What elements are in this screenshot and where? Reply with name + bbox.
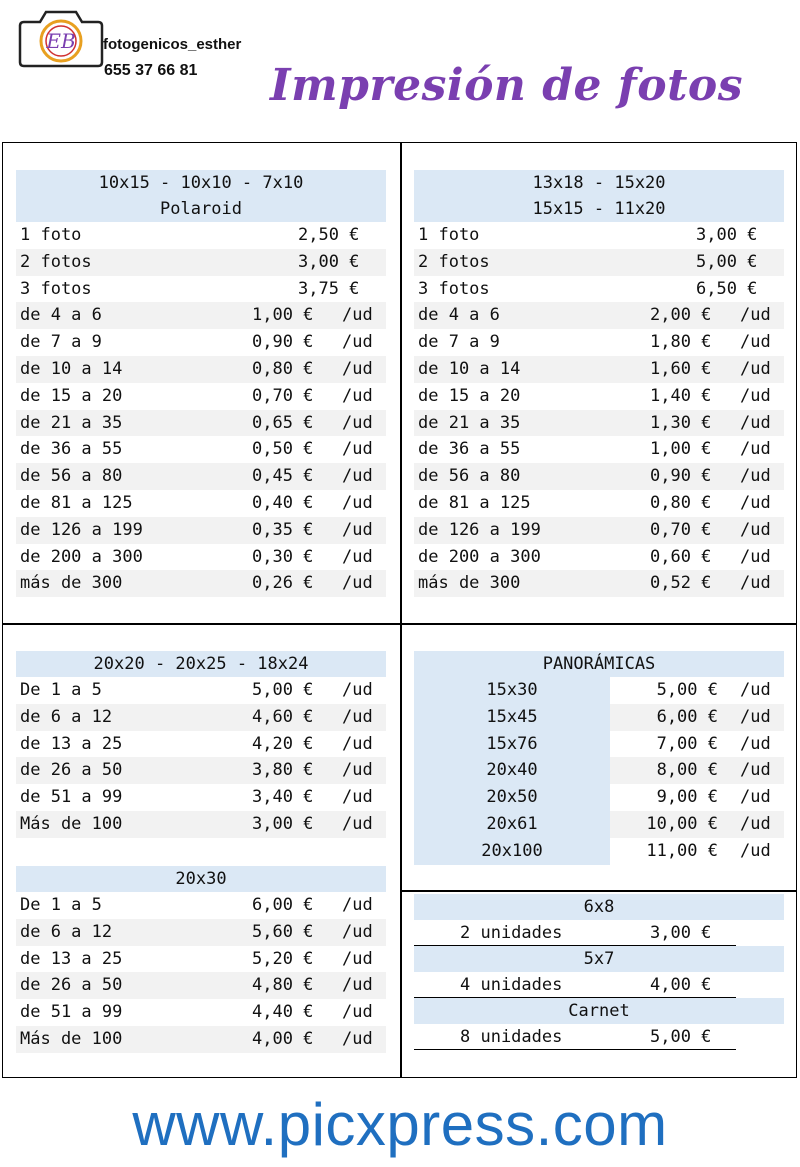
table-header: PANORÁMICAS	[414, 651, 784, 677]
row-label: de 4 a 6	[20, 305, 102, 326]
table-row	[414, 677, 784, 704]
table-row	[414, 920, 784, 946]
row-label: 3 fotos	[418, 278, 490, 299]
row-unit: /ud	[740, 760, 771, 781]
table-row	[16, 946, 386, 973]
row-price: 4,00 €	[650, 975, 712, 995]
row-unit: /ud	[740, 439, 771, 460]
row-price: 0,70 €	[650, 519, 712, 540]
table-row	[414, 757, 784, 784]
table-row	[16, 704, 386, 731]
table-row	[16, 757, 386, 784]
row-price: 1,80 €	[650, 332, 712, 353]
row-unit: /ud	[342, 305, 373, 326]
header-line: 10x15 - 10x10 - 7x10	[98, 173, 304, 193]
row-label: 2 fotos	[20, 251, 92, 272]
right-divider	[400, 890, 797, 892]
table-row	[16, 436, 386, 463]
row-label: De 1 a 5	[20, 895, 102, 915]
row-price: 4,40 €	[252, 1002, 314, 1023]
row-price: 0,26 €	[252, 573, 314, 594]
table-row	[16, 410, 386, 437]
row-price: 2,50 €	[298, 225, 360, 245]
row-unit: /ud	[342, 385, 373, 406]
row-unit: /ud	[342, 358, 373, 379]
row-label: de 15 a 20	[418, 385, 521, 406]
row-unit: /ud	[342, 733, 373, 754]
table-row	[414, 463, 784, 490]
row-price: 0,80 €	[650, 492, 712, 513]
row-price: 4,20 €	[252, 733, 314, 754]
row-price: 3,00 €	[252, 813, 314, 834]
table-header: 6x8	[414, 894, 784, 920]
table-row	[16, 276, 386, 303]
row-price: 3,75 €	[298, 278, 360, 299]
table-row	[414, 222, 784, 249]
row-label: 20x100	[414, 838, 610, 865]
table-row	[414, 784, 784, 811]
table-row	[16, 784, 386, 811]
row-price: 0,90 €	[252, 332, 314, 353]
table-header: 20x20 - 20x25 - 18x24	[16, 651, 386, 677]
row-label: 4 unidades	[460, 975, 563, 995]
header-line: Polaroid	[160, 199, 242, 219]
underline	[414, 945, 736, 947]
row-unit: /ud	[740, 573, 771, 594]
row-price: 6,50 €	[696, 278, 758, 299]
row-label: de 56 a 80	[20, 466, 123, 487]
row-label: de 51 a 99	[20, 1002, 123, 1023]
row-price: 7,00 €	[656, 733, 718, 754]
table-row	[16, 892, 386, 919]
row-label: 2 unidades	[460, 923, 563, 943]
table-row	[414, 972, 784, 998]
table-row	[16, 383, 386, 410]
row-unit: /ud	[740, 519, 771, 540]
row-label: de 26 a 50	[20, 975, 123, 996]
table-row	[16, 463, 386, 490]
table-row	[414, 410, 784, 437]
row-unit: /ud	[740, 680, 771, 700]
row-price: 11,00 €	[646, 840, 718, 861]
row-label: 20x50	[414, 784, 610, 811]
row-price: 9,00 €	[656, 787, 718, 808]
table-row	[414, 249, 784, 276]
row-price: 0,40 €	[252, 492, 314, 513]
row-price: 4,60 €	[252, 706, 314, 727]
row-divider	[2, 623, 797, 625]
row-price: 2,00 €	[650, 305, 712, 326]
table-row	[16, 222, 386, 249]
table-row	[16, 677, 386, 704]
row-unit: /ud	[740, 385, 771, 406]
table-row	[16, 972, 386, 999]
row-label: de 126 a 199	[20, 519, 143, 540]
row-label: Más de 100	[20, 813, 123, 834]
table-13x18	[414, 170, 784, 597]
row-label: de 7 a 9	[20, 332, 102, 353]
row-label: de 21 a 35	[418, 412, 521, 433]
row-label: 20x61	[414, 811, 610, 838]
underline	[414, 1049, 736, 1051]
row-unit: /ud	[740, 466, 771, 487]
row-label: de 36 a 55	[418, 439, 521, 460]
table-panoramicas	[414, 651, 784, 865]
row-label: más de 300	[20, 573, 123, 594]
table-small-formats	[414, 894, 784, 1050]
row-price: 4,00 €	[252, 1028, 314, 1049]
row-label: de 81 a 125	[418, 492, 531, 513]
row-price: 5,00 €	[696, 251, 758, 272]
row-label: de 200 a 300	[418, 546, 541, 567]
row-unit: /ud	[342, 466, 373, 487]
row-price: 1,00 €	[252, 305, 314, 326]
row-label: de 10 a 14	[418, 358, 521, 379]
row-label: 3 fotos	[20, 278, 92, 299]
row-unit: /ud	[342, 519, 373, 540]
table-row	[414, 383, 784, 410]
table-20x20	[16, 651, 386, 838]
row-price: 0,35 €	[252, 519, 314, 540]
row-unit: /ud	[342, 546, 373, 567]
row-unit: /ud	[740, 706, 771, 727]
row-unit: /ud	[342, 895, 373, 915]
row-unit: /ud	[342, 1002, 373, 1023]
table-20x30	[16, 866, 386, 1053]
row-label: de 10 a 14	[20, 358, 123, 379]
table-row	[414, 329, 784, 356]
row-price: 1,60 €	[650, 358, 712, 379]
row-label: 20x40	[414, 757, 610, 784]
row-price: 0,65 €	[252, 412, 314, 433]
row-price: 1,00 €	[650, 439, 712, 460]
row-label: de 13 a 25	[20, 733, 123, 754]
row-label: Más de 100	[20, 1028, 123, 1049]
row-unit: /ud	[740, 492, 771, 513]
row-unit: /ud	[342, 948, 373, 969]
row-price: 3,00 €	[650, 923, 712, 943]
row-price: 6,00 €	[656, 706, 718, 727]
footer-url: www.picxpress.com	[132, 1091, 668, 1158]
row-unit: /ud	[342, 439, 373, 460]
row-price: 5,00 €	[656, 680, 718, 700]
table-row	[16, 731, 386, 758]
row-label: de 4 a 6	[418, 305, 500, 326]
page-title: Impresión de fotos	[270, 60, 744, 111]
row-unit: /ud	[342, 787, 373, 808]
row-label: 15x76	[414, 731, 610, 758]
row-unit: /ud	[342, 680, 373, 700]
row-unit: /ud	[740, 358, 771, 379]
table-row	[414, 570, 784, 597]
row-label: 8 unidades	[460, 1027, 563, 1047]
row-unit: /ud	[342, 492, 373, 513]
table-row	[414, 517, 784, 544]
row-unit: /ud	[740, 787, 771, 808]
table-row	[16, 1026, 386, 1053]
svg-text:EB: EB	[46, 29, 76, 53]
row-label: de 51 a 99	[20, 787, 123, 808]
row-unit: /ud	[342, 332, 373, 353]
table-row	[414, 490, 784, 517]
table-header: Carnet	[414, 998, 784, 1024]
row-label: De 1 a 5	[20, 680, 102, 700]
row-label: de 200 a 300	[20, 546, 143, 567]
header-line: 15x15 - 11x20	[532, 199, 666, 219]
row-price: 0,50 €	[252, 439, 314, 460]
row-unit: /ud	[342, 573, 373, 594]
row-price: 0,45 €	[252, 466, 314, 487]
row-label: 1 foto	[20, 225, 82, 245]
row-price: 0,60 €	[650, 546, 712, 567]
row-price: 6,00 €	[252, 895, 314, 915]
row-price: 1,30 €	[650, 412, 712, 433]
row-label: 15x30	[414, 677, 610, 704]
table-row	[16, 811, 386, 838]
table-row	[414, 1024, 784, 1050]
row-label: de 26 a 50	[20, 760, 123, 781]
row-label: 1 foto	[418, 225, 480, 245]
camera-logo-icon	[18, 4, 104, 68]
row-unit: /ud	[342, 813, 373, 834]
row-price: 0,70 €	[252, 385, 314, 406]
row-unit: /ud	[740, 332, 771, 353]
phone-number: 655 37 66 81	[104, 62, 198, 79]
row-price: 3,00 €	[298, 251, 360, 272]
table-row	[16, 544, 386, 571]
table-row	[414, 704, 784, 731]
table-row	[16, 329, 386, 356]
row-price: 0,30 €	[252, 546, 314, 567]
row-label: más de 300	[418, 573, 521, 594]
underline	[414, 997, 736, 999]
row-price: 5,00 €	[650, 1027, 712, 1047]
row-label: 2 fotos	[418, 251, 490, 272]
row-unit: /ud	[342, 921, 373, 942]
row-price: 5,00 €	[252, 680, 314, 700]
table-header	[414, 170, 784, 222]
table-row	[16, 249, 386, 276]
table-row	[16, 356, 386, 383]
row-unit: /ud	[342, 760, 373, 781]
row-price: 3,40 €	[252, 787, 314, 808]
row-label: de 6 a 12	[20, 706, 113, 727]
row-label: de 7 a 9	[418, 332, 500, 353]
row-price: 4,80 €	[252, 975, 314, 996]
row-label: de 21 a 35	[20, 412, 123, 433]
row-price: 0,52 €	[650, 573, 712, 594]
row-label: de 56 a 80	[418, 466, 521, 487]
row-unit: /ud	[740, 412, 771, 433]
row-label: de 126 a 199	[418, 519, 541, 540]
row-label: de 81 a 125	[20, 492, 133, 513]
center-divider	[400, 142, 402, 1078]
row-unit: /ud	[740, 305, 771, 326]
row-price: 3,80 €	[252, 760, 314, 781]
table-row	[414, 544, 784, 571]
row-price: 3,00 €	[696, 225, 758, 245]
row-label: de 6 a 12	[20, 921, 113, 942]
table-row	[414, 276, 784, 303]
row-unit: /ud	[740, 840, 771, 861]
row-price: 1,40 €	[650, 385, 712, 406]
row-label: 15x45	[414, 704, 610, 731]
table-header	[16, 170, 386, 222]
table-row	[414, 838, 784, 865]
row-unit: /ud	[342, 975, 373, 996]
table-row	[16, 919, 386, 946]
table-header: 20x30	[16, 866, 386, 892]
table-row	[16, 302, 386, 329]
row-price: 10,00 €	[646, 813, 718, 834]
row-price: 0,90 €	[650, 466, 712, 487]
table-row	[414, 811, 784, 838]
row-price: 5,60 €	[252, 921, 314, 942]
row-label: de 13 a 25	[20, 948, 123, 969]
brand-name: fotogenicos_esther	[103, 36, 242, 53]
row-price: 0,80 €	[252, 358, 314, 379]
header-line: 13x18 - 15x20	[532, 173, 666, 193]
row-price: 8,00 €	[656, 760, 718, 781]
row-unit: /ud	[342, 1028, 373, 1049]
table-row	[16, 999, 386, 1026]
table-row	[414, 302, 784, 329]
row-label: de 36 a 55	[20, 439, 123, 460]
table-row	[16, 517, 386, 544]
row-unit: /ud	[740, 813, 771, 834]
row-unit: /ud	[342, 412, 373, 433]
table-row	[16, 490, 386, 517]
row-unit: /ud	[740, 733, 771, 754]
table-row	[16, 570, 386, 597]
row-price: 5,20 €	[252, 948, 314, 969]
table-row	[414, 731, 784, 758]
row-label: de 15 a 20	[20, 385, 123, 406]
table-row	[414, 436, 784, 463]
row-unit: /ud	[740, 546, 771, 567]
row-unit: /ud	[342, 706, 373, 727]
table-header: 5x7	[414, 946, 784, 972]
table-10x15	[16, 170, 386, 597]
table-row	[414, 356, 784, 383]
